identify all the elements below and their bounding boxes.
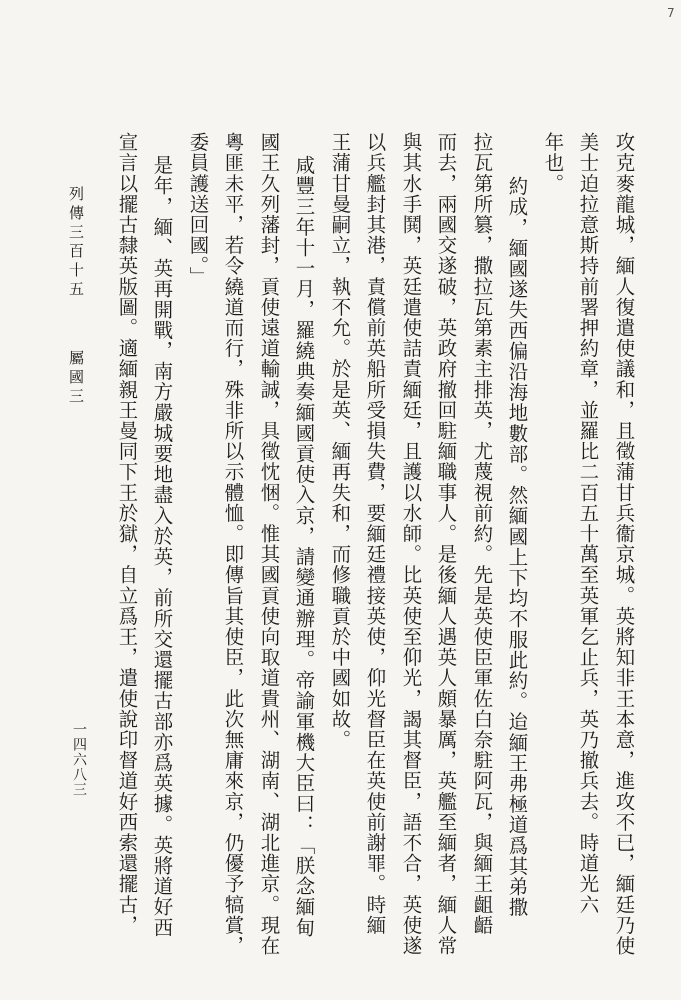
text-column-9: 王蒲甘曼嗣立，執不允。於是英、緬再失和，而修職貢於中國如故。 xyxy=(328,132,352,750)
text-column-13: 委員護送回國。」 xyxy=(186,132,210,288)
text-column-6: 而去，兩國交遂破，英政府撤回駐緬職事人。是後緬人遇英人頗暴厲，英艦至緬者，緬人常 xyxy=(434,132,458,956)
text-column-1: 攻克麥龍城，緬人復遣使議和，且徵蒲甘兵衞京城。英將知非王本意，進攻不已，緬廷乃使 xyxy=(612,132,636,956)
text-column-15: 宣言以擺古隸英版圖。適緬親王曼同下王於獄，自立爲王，遣使說印督道好西索還擺古， xyxy=(115,132,139,936)
margin-chapter: 列傳三百十五 xyxy=(67,186,85,300)
text-column-11: 國王久列藩封，貢使遠道輸誠，具徵忱悃。惟其國貢使向取道貴州、湖南、湖北進京。現在 xyxy=(257,132,281,956)
margin-page-number: 一四六八三 xyxy=(71,722,87,797)
text-column-10: 咸豐三年十一月，羅繞典奏緬國貢使入京，請變通辦理。帝諭軍機大臣曰：「朕念緬甸 xyxy=(292,155,316,938)
margin-section: 屬國三 xyxy=(67,350,85,407)
text-column-3: 年也。 xyxy=(541,132,565,194)
text-column-2: 美士迫拉意斯持前署押約章，並羅比二百五十萬至英軍乞止兵，英乃撤兵去。時道光六 xyxy=(576,132,600,915)
text-column-7: 與其水手鬨，英廷遣使詰責緬廷，且護以水師。比英使至仰光，謁其督臣，語不合，英使遂 xyxy=(399,132,423,956)
text-column-14: 是年，緬、英再開戰，南方嚴城要地盡入於英，前所交還擺古部亦爲英據。英將道好西 xyxy=(150,155,174,938)
corner-mark: 7 xyxy=(667,6,675,20)
margin-header xyxy=(66,186,87,407)
text-column-8: 以兵艦封其港，責償前英船所受損失費，要緬廷禮接英使，仰光督臣在英使前謝罪。時緬 xyxy=(363,132,387,936)
text-column-12: 粵匪未平，若令繞道而行，殊非所以示體恤。即傳旨其使臣，此次無庸來京，仍優予犒賞， xyxy=(221,132,245,956)
text-column-4: 約成，緬國遂失西偏沿海地數部。然緬國上下均不服此約。迨緬王弗極道爲其弟撒 xyxy=(505,176,529,918)
text-column-5: 拉瓦第所篡，撒拉瓦第素主排英，尤蔑視前約。先是英使臣軍佐白奈駐阿瓦，與緬王齟齬 xyxy=(470,132,494,936)
